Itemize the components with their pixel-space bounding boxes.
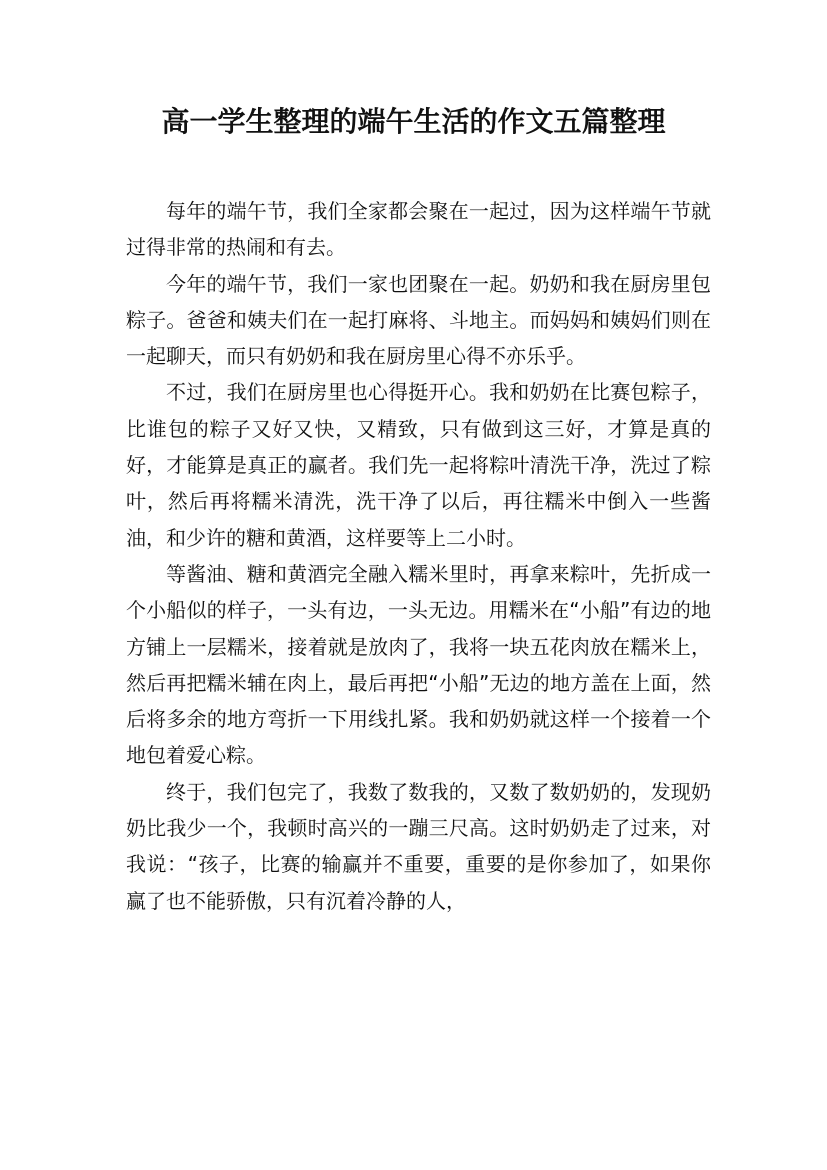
document-title: 高一学生整理的端午生活的作文五篇整理 <box>161 105 666 138</box>
paragraph: 每年的端午节，我们全家都会聚在一起过，因为这样端午节就过得非常的热闹和有去。 <box>126 199 711 260</box>
paragraph: 终于，我们包完了，我数了数我的，又数了数奶奶的，发现奶奶比我少一个，我顿时高兴的一蹦三尺高。这时奶奶走了过来，对我说：“孩子，比赛的输赢并不重要，重要的是你参加了，如果你赢了也不能骄傲，只有沉着冷静的人， <box>126 779 711 913</box>
document-body <box>126 193 711 919</box>
paragraph: 等酱油、糖和黄酒完全融入糯米里时，再拿来粽叶，先折成一个小船似的样子，一头有边，一头无边。用糯米在“小船”有边的地方铺上一层糯米，接着就是放肉了，我将一块五花肉放在糯米上，然后再把糯米辅在肉上，最后再把“小船”无边的地方盖在上面，然后将多余的地方弯折一下用线扎紧。我和奶奶就这样一个接着一个地包着爱心粽。 <box>126 561 711 768</box>
paragraph: 今年的端午节，我们一家也团聚在一起。奶奶和我在厨房里包粽子。爸爸和姨夫们在一起打麻将、斗地主。而妈妈和姨妈们则在一起聊天，而只有奶奶和我在厨房里心得不亦乐乎。 <box>126 271 711 369</box>
paragraph: 不过，我们在厨房里也心得挺开心。我和奶奶在比赛包粽子，比谁包的粽子又好又快，又精致，只有做到这三好，才算是真的好，才能算是真正的赢者。我们先一起将粽叶清洗干净，洗过了粽叶，然后再将糯米清洗，洗干净了以后，再往糯米中倒入一些酱油，和少许的糖和黄酒，这样要等上二小时。 <box>126 380 711 550</box>
